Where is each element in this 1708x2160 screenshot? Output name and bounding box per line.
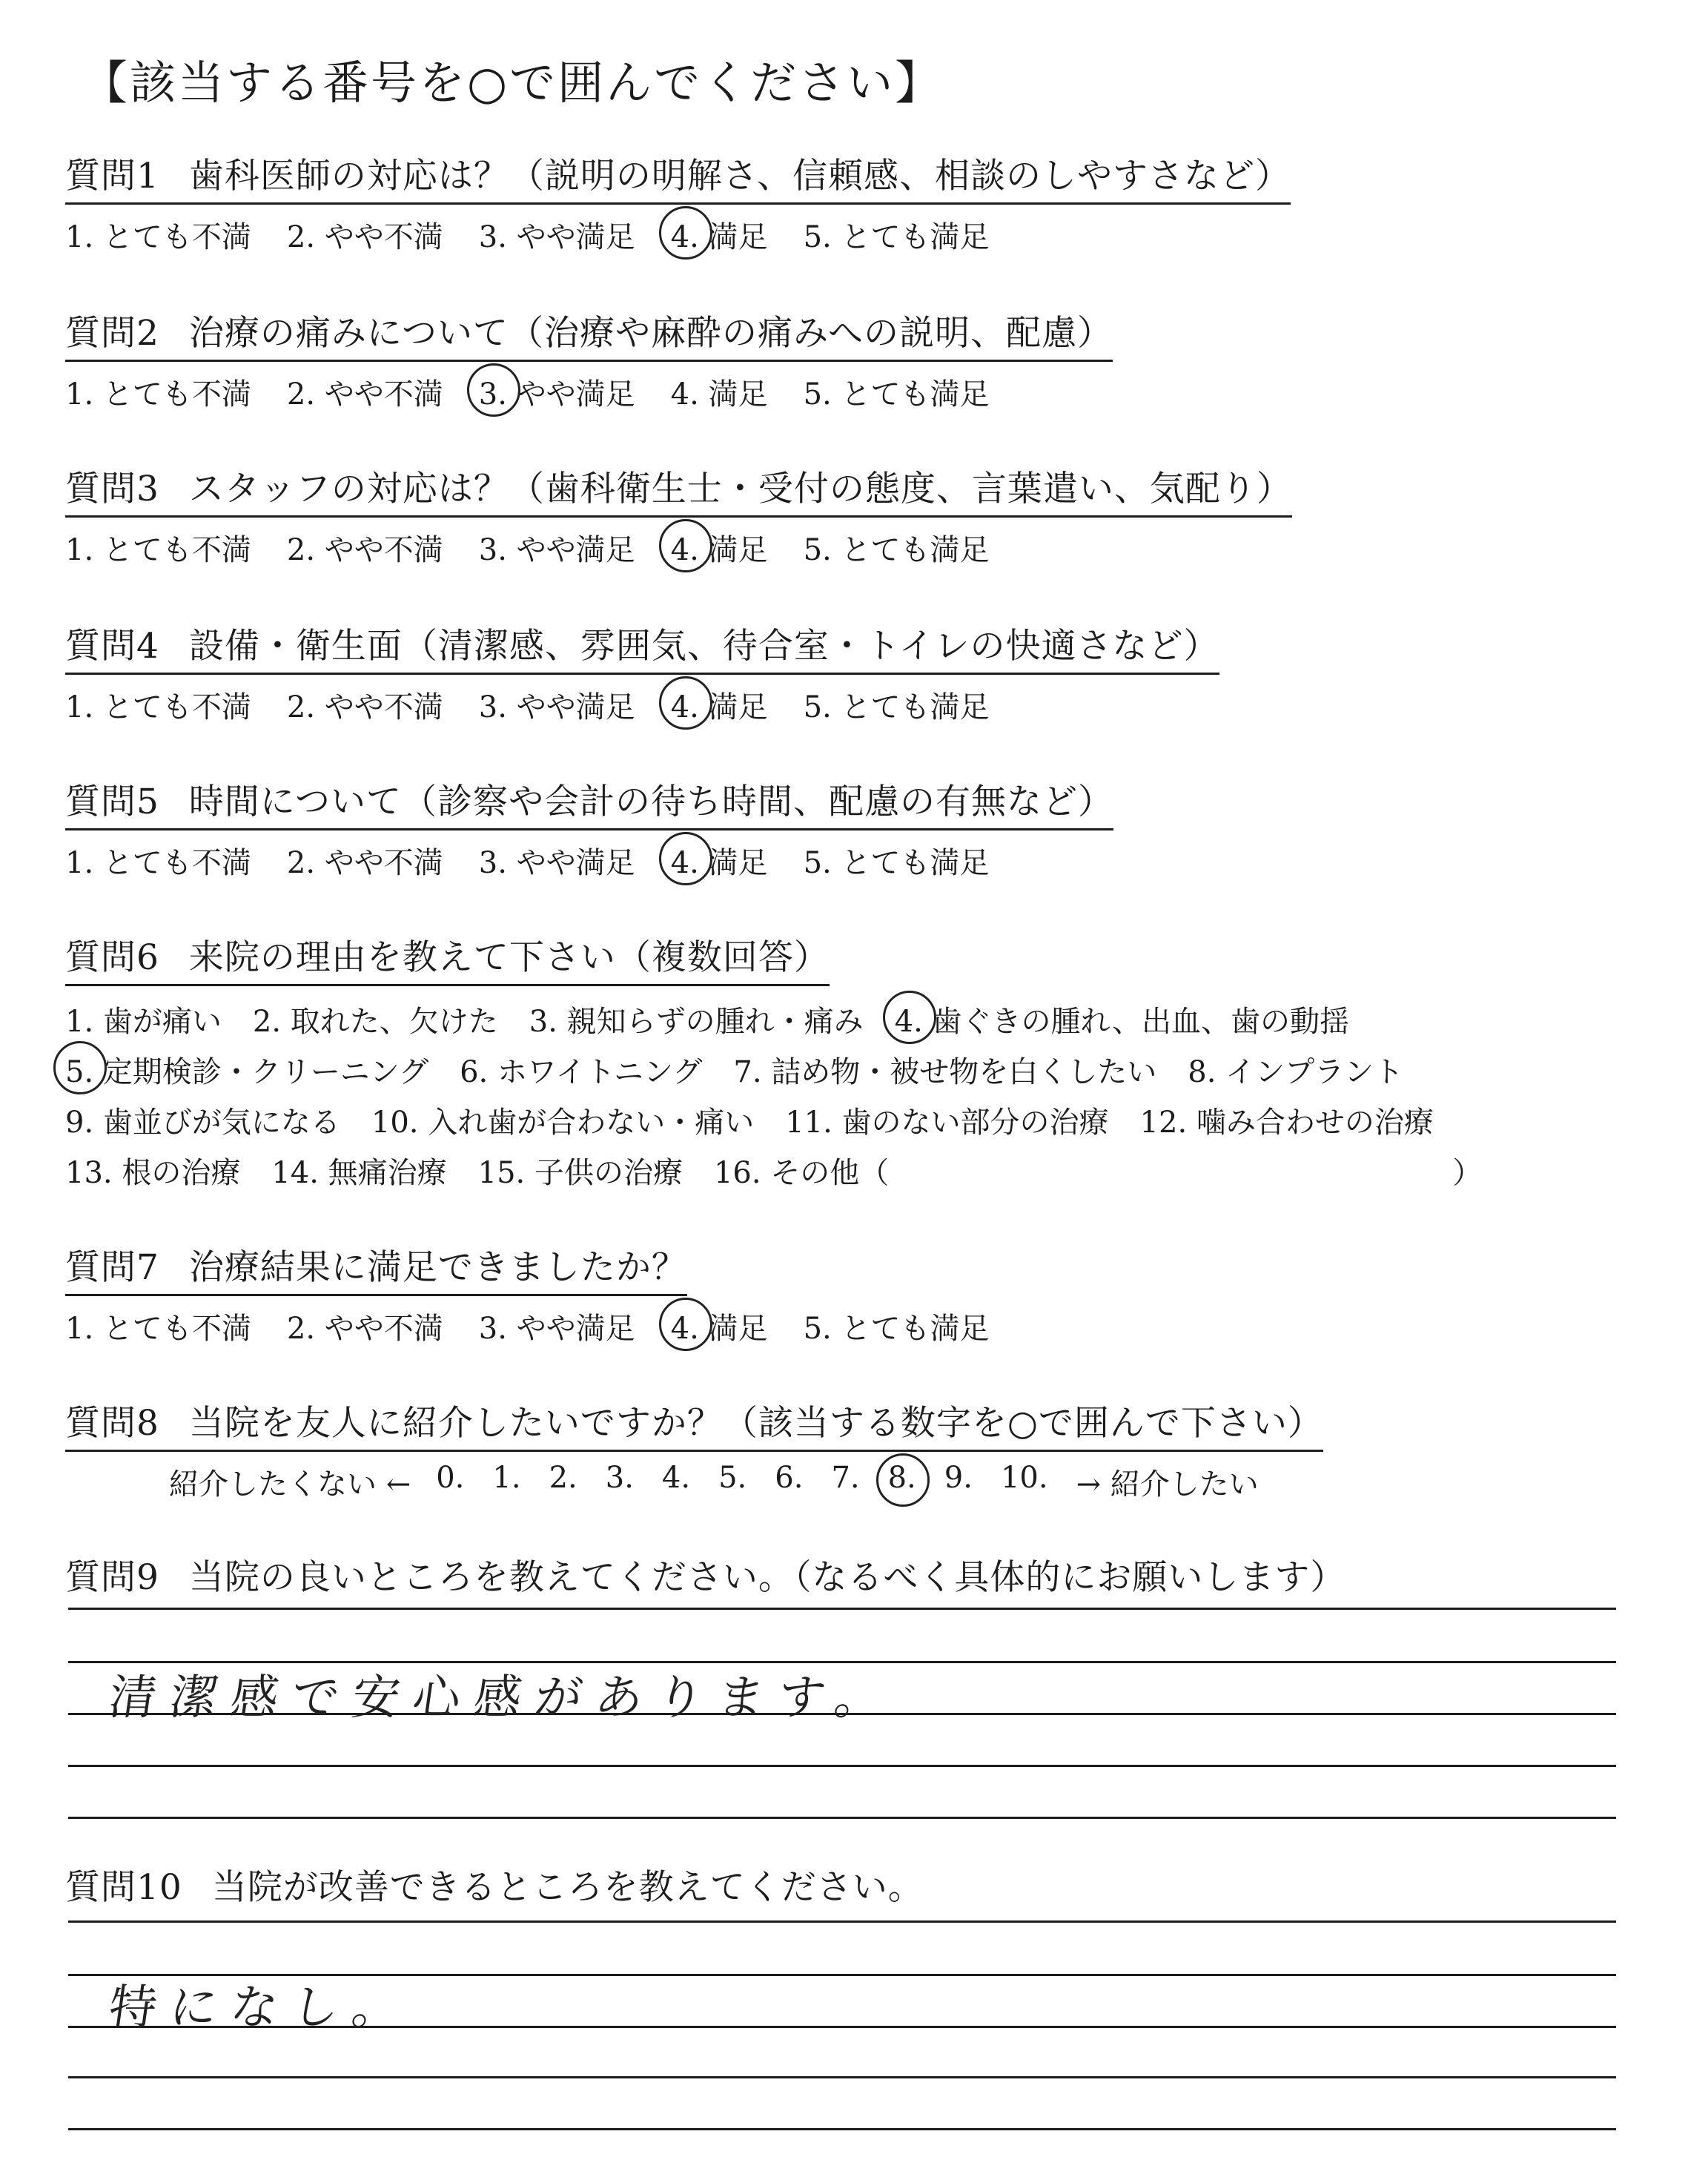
scale-8-selected[interactable] [888, 1461, 916, 1503]
reason-16-label: 16. その他（ [713, 1155, 890, 1190]
option-5[interactable]: 5. とても満足 [803, 377, 990, 412]
question-3-title [65, 461, 1292, 518]
option-3[interactable]: 3. やや満足 [478, 1312, 635, 1346]
reason-4-label: 4. 歯ぐきの腫れ、出血、歯の動揺 [894, 1004, 1349, 1039]
question-5-title [65, 774, 1113, 830]
question-7-text: 治療結果に満足できましたか？ [188, 1247, 687, 1288]
question-2-options [65, 371, 1113, 413]
option-3-selected[interactable] [479, 371, 635, 413]
selection-circle [659, 1298, 712, 1351]
scale-7[interactable]: 7. [831, 1461, 860, 1495]
selection-circle [659, 206, 712, 260]
reason-15[interactable]: 15. 子供の治療 [477, 1155, 683, 1190]
question-6-number: 質問6 [65, 937, 159, 978]
question-2-text: 治療の痛みについて（治療や麻酔の痛みへの説明、配慮） [188, 313, 1113, 354]
option-4-selected[interactable] [671, 214, 768, 256]
selection-circle [53, 1041, 107, 1094]
question-1-number: 質問1 [65, 156, 159, 196]
answer-line [68, 1765, 1616, 1767]
question-4-text: 設備・衛生面（清潔感、雰囲気、待合室・トイレの快適さなど） [188, 626, 1219, 667]
option-4-selected[interactable] [671, 526, 768, 569]
option-1[interactable]: 1. とても不満 [65, 533, 251, 567]
question-4-options [65, 684, 1219, 726]
option-3[interactable]: 3. やや満足 [478, 533, 635, 567]
reason-4-selected[interactable] [895, 998, 1349, 1040]
scale-8-label: 8. [887, 1461, 916, 1495]
scale-6[interactable]: 6. [775, 1461, 804, 1495]
option-4-label: 4. 満足 [670, 533, 768, 567]
option-4-label: 4. 満足 [670, 690, 768, 724]
scale-right-label: → 紹介したい [1076, 1467, 1259, 1502]
option-2[interactable]: 2. やや不満 [286, 846, 443, 880]
answer-line [68, 1920, 1616, 1923]
question-7-number: 質問7 [65, 1247, 159, 1288]
question-5 [65, 774, 1113, 882]
scale-4[interactable]: 4. [661, 1461, 691, 1495]
option-5[interactable]: 5. とても満足 [803, 846, 990, 880]
reason-row-2 [65, 1044, 1513, 1094]
question-10-title [65, 1860, 924, 1909]
scale-3[interactable]: 3. [605, 1461, 634, 1495]
selection-circle [659, 519, 712, 572]
question-2-number: 質問2 [65, 313, 159, 354]
reason-2[interactable]: 2. 取れた、欠けた [252, 1004, 498, 1039]
option-5[interactable]: 5. とても満足 [803, 690, 990, 724]
question-8 [65, 1396, 1323, 1503]
reason-16-close: ） [1452, 1155, 1483, 1190]
question-9-number: 質問9 [65, 1557, 159, 1598]
answer-line [68, 2128, 1616, 2130]
question-1-options [65, 214, 1291, 256]
option-4-label: 4. 満足 [670, 846, 768, 880]
question-3-options [65, 526, 1292, 569]
option-4-selected[interactable] [671, 684, 768, 726]
question-5-number: 質問5 [65, 782, 159, 822]
question-3-text: スタッフの対応は？（歯科衛生士・受付の態度、言葉遣い、気配り） [188, 469, 1292, 509]
question-4 [65, 618, 1219, 726]
option-4[interactable]: 4. 満足 [670, 377, 768, 412]
option-2[interactable]: 2. やや不満 [286, 533, 443, 567]
option-2[interactable]: 2. やや不満 [286, 690, 443, 724]
question-7 [65, 1240, 1025, 1347]
selection-circle [876, 1453, 930, 1507]
reason-row-1 [65, 994, 1513, 1044]
option-1[interactable]: 1. とても不満 [65, 690, 251, 724]
question-1-title [65, 148, 1291, 205]
question-6-title [65, 930, 830, 986]
question-8-title [65, 1396, 1323, 1452]
question-9-title [65, 1550, 1345, 1599]
option-4-label: 4. 満足 [670, 220, 768, 254]
question-6 [65, 930, 1513, 1195]
scale-5[interactable]: 5. [718, 1461, 747, 1495]
option-2[interactable]: 2. やや不満 [286, 1312, 443, 1346]
reason-row-4 [65, 1145, 1513, 1195]
question-8-number: 質問8 [65, 1403, 159, 1444]
question-10-handwritten-answer[interactable]: 特になし。 [105, 1981, 417, 2035]
question-1-text: 歯科医師の対応は？（説明の明解さ、信頼感、相談のしやすさなど） [188, 156, 1291, 196]
scale-1[interactable]: 1. [492, 1461, 521, 1495]
question-8-scale [169, 1461, 1323, 1503]
reason-5-label: 5. 定期検診・クリーニング [65, 1054, 429, 1089]
answer-line [68, 1608, 1616, 1610]
question-6-text: 来院の理由を教えて下さい（複数回答） [188, 937, 830, 978]
option-3[interactable]: 3. やや満足 [478, 690, 635, 724]
question-7-options [65, 1305, 1025, 1347]
option-4-selected[interactable] [671, 1305, 768, 1347]
answer-line [68, 2076, 1616, 2078]
question-10-text: 当院が改善できるところを教えてください。 [211, 1867, 924, 1908]
reason-3[interactable]: 3. 親知らずの腫れ・痛み [529, 1004, 864, 1039]
selection-circle [883, 991, 936, 1044]
question-4-number: 質問4 [65, 626, 159, 667]
question-9-handwritten-answer[interactable]: 清潔感で安心感があります。 [105, 1671, 900, 1725]
scale-2[interactable]: 2. [549, 1461, 577, 1495]
selection-circle [467, 363, 520, 417]
reason-8[interactable]: 8. インプラント [1188, 1054, 1404, 1089]
question-6-reasons [65, 994, 1513, 1195]
option-2[interactable]: 2. やや不満 [286, 377, 443, 412]
question-1 [65, 148, 1291, 256]
reason-row-3 [65, 1094, 1513, 1145]
question-3-number: 質問3 [65, 469, 159, 509]
option-5[interactable]: 5. とても満足 [803, 533, 990, 567]
reason-10[interactable]: 10. 入れ歯が合わない・痛い [371, 1105, 755, 1140]
option-1[interactable]: 1. とても不満 [65, 846, 251, 880]
question-10-number: 質問10 [65, 1867, 182, 1908]
reason-6[interactable]: 6. ホワイトニング [460, 1054, 703, 1089]
question-5-options [65, 839, 1113, 882]
selection-circle [659, 832, 712, 885]
reason-7[interactable]: 7. 詰め物・被せ物を白くしたい [733, 1054, 1157, 1089]
question-9 [65, 1550, 1345, 1599]
reason-5-selected[interactable] [65, 1048, 428, 1091]
option-3-label: 3. やや満足 [478, 377, 635, 412]
reason-14[interactable]: 14. 無痛治療 [271, 1155, 447, 1190]
option-1[interactable]: 1. とても不満 [65, 377, 251, 412]
option-1[interactable]: 1. とても不満 [65, 1312, 251, 1346]
reason-12[interactable]: 12. 噛み合わせの治療 [1139, 1105, 1434, 1140]
reason-16-other[interactable] [714, 1149, 1482, 1192]
option-3[interactable]: 3. やや満足 [478, 220, 635, 254]
question-2-title [65, 305, 1113, 362]
reason-1[interactable]: 1. 歯が痛い [65, 1004, 222, 1039]
question-2 [65, 305, 1113, 413]
question-9-text: 当院の良いところを教えてください。（なるべく具体的にお願いします） [188, 1557, 1346, 1598]
reason-13[interactable]: 13. 根の治療 [65, 1155, 241, 1190]
reason-11[interactable]: 11. 歯のない部分の治療 [785, 1105, 1109, 1140]
option-3[interactable]: 3. やや満足 [478, 846, 635, 880]
answer-line [68, 1817, 1616, 1819]
question-5-text: 時間について（診察や会計の待ち時間、配慮の有無など） [188, 782, 1113, 822]
question-10 [65, 1860, 924, 1909]
scale-0[interactable]: 0. [436, 1461, 465, 1495]
option-4-selected[interactable] [671, 839, 768, 882]
option-1[interactable]: 1. とても不満 [65, 220, 251, 254]
reason-9[interactable]: 9. 歯並びが気になる [65, 1105, 340, 1140]
question-4-title [65, 618, 1219, 675]
option-4-label: 4. 満足 [670, 1312, 768, 1346]
option-5[interactable]: 5. とても満足 [803, 220, 990, 254]
question-3 [65, 461, 1292, 569]
selection-circle [659, 676, 712, 730]
option-2[interactable]: 2. やや不満 [286, 220, 443, 254]
question-7-title [65, 1240, 687, 1296]
page-title: 【該当する番号を○で囲んでください】 [82, 56, 944, 110]
question-8-text: 当院を友人に紹介したいですか？（該当する数字を○で囲んで下さい） [188, 1403, 1323, 1444]
scale-10[interactable]: 10. [1000, 1461, 1048, 1495]
scale-9[interactable]: 9. [944, 1461, 973, 1495]
option-5[interactable]: 5. とても満足 [803, 1312, 990, 1346]
scale-left-label: 紹介したくない ← [169, 1467, 411, 1502]
